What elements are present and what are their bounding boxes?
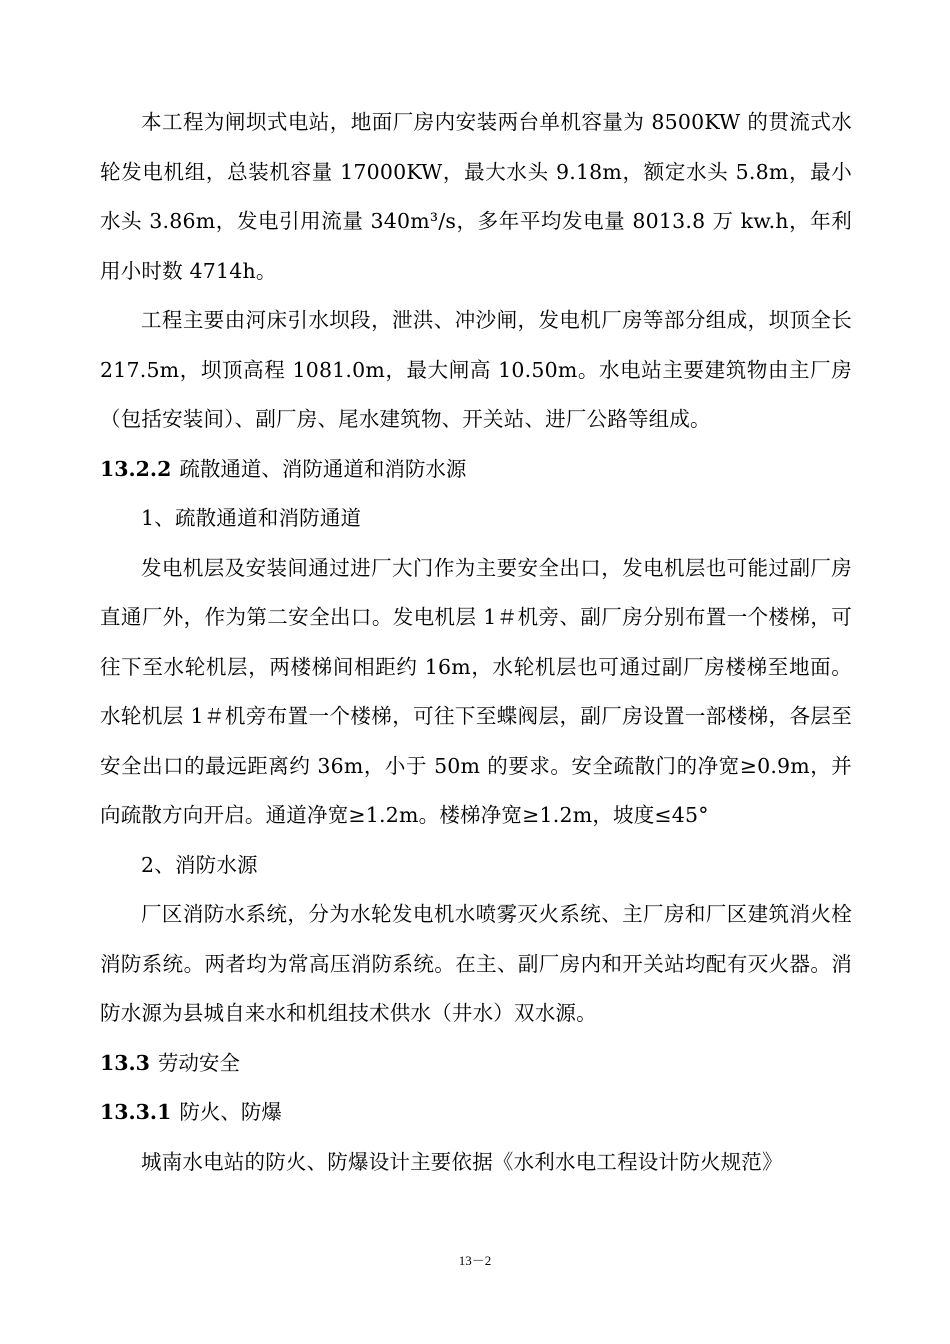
subheading-fire-water-source: 2、消防水源 [141,852,258,877]
section-title: 防火、防爆 [179,1100,282,1124]
paragraph-fire-design-basis: 城南水电站的防火、防爆设计主要依据《水利水电工程设计防火规范》 [141,1149,783,1174]
section-title: 疏散通道、消防通道和消防水源 [179,456,467,481]
section-title: 劳动安全 [157,1050,240,1075]
section-heading-labor-safety [100,1039,852,1089]
paragraph-project-overview: 本工程为闸坝式电站，地面厂房内安装两台单机容量为 8500KW 的贯流式水轮发电机组，总装机容量 17000KW，最大水头 9.18m，额定水头 5.8m，最小水头 3.86m，发电引用流量 340m³/s，多年平均发电量 8013.8 万 kw.h，年利用小时数 4714h。 [100,110,852,283]
section-number: 13.2.2 [100,456,172,481]
document-body [100,98,852,1187]
paragraph-evacuation-details: 发电机层及安装间通过进厂大门作为主要安全出口，发电机层也可能过副厂房直通厂外，作为第二安全出口。发电机层 1＃机旁、副厂房分别布置一个楼梯，可往下至水轮机层，两楼梯间相距约 16m，水轮机层也可通过副厂房楼梯至地面。水轮机层 1＃机旁布置一个楼梯，可往下至蝶阀层，副厂房设置一部楼梯，各层至安全出口的最远距离约 36m，小于 50m 的要求。安全疏散门的净宽≥0.9m，并向疏散方向开启。通道净宽≥1.2m。楼梯净宽≥1.2m，坡度≤45° [100,555,852,827]
subheading-evacuation-passages: 1、疏散通道和消防通道 [141,506,362,530]
page-number: 13－2 [458,1253,492,1268]
section-heading-fire-explosion [100,1088,852,1138]
paragraph-fire-water-system: 厂区消防水系统，分为水轮发电机水喷雾灭火系统、主厂房和厂区建筑消火栓消防系统。两者均为常高压消防系统。在主、副厂房内和开关站均配有灭火器。消防水源为县城自来水和机组技术供水（井水）双水源。 [100,902,852,1025]
section-number: 13.3.1 [100,1100,172,1124]
section-number: 13.3 [100,1050,150,1075]
section-heading-evacuation [100,445,852,495]
paragraph-project-composition: 工程主要由河床引水坝段，泄洪、冲沙闸，发电机厂房等部分组成，坝顶全长 217.5m，坝顶高程 1081.0m，最大闸高 10.50m。水电站主要建筑物由主厂房（包括安装间）、副厂房、尾水建筑物、开关站、进厂公路等组成。 [100,308,852,431]
